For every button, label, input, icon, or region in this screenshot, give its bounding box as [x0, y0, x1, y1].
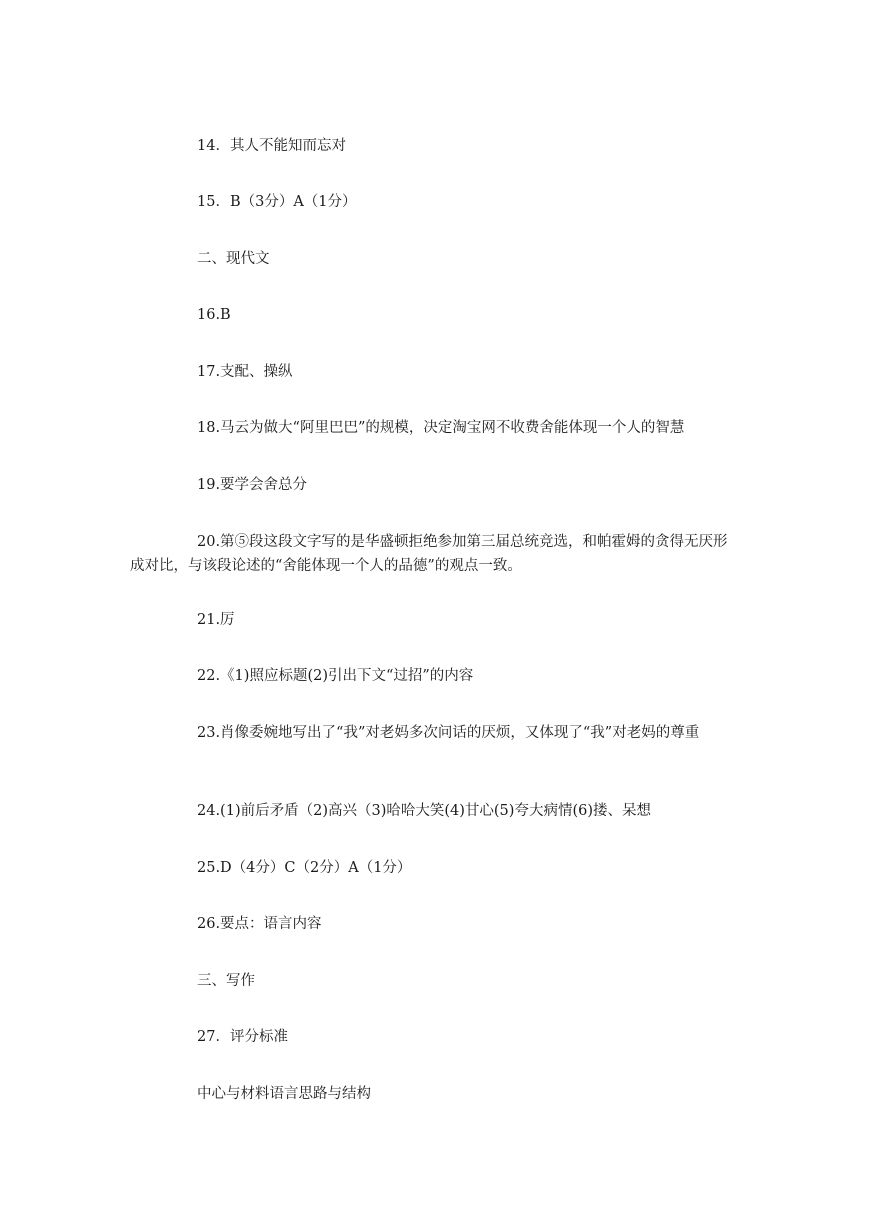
answer-15: 15．B（3分）A（1分） [197, 194, 357, 210]
scoring-criteria: 中心与材料语言思路与结构 [197, 1086, 371, 1102]
answer-19: 19.要学会舍总分 [197, 477, 308, 493]
section-heading-writing: 三、写作 [197, 973, 255, 989]
answer-23: 23.肖像委婉地写出了“我”对老妈多次问话的厌烦，又体现了“我”对老妈的尊重 [197, 725, 700, 741]
answer-20: 20.第⑤段这段文字写的是华盛顿拒绝参加第三届总统竞选，和帕霍姆的贪得无厌形成对比，与该段论述的“舍能体现一个人的品德”的观点一致。 [130, 534, 728, 574]
answer-18: 18.马云为做大“阿里巴巴”的规模，决定淘宝网不收费舍能体现一个人的智慧 [197, 420, 685, 436]
answer-24: 24.(1)前后矛盾（2)高兴（3)哈哈大笑(4)甘心(5)夸大病情(6)搂、呆想 [197, 803, 651, 819]
answer-22: 22.《1)照应标题(2)引出下文“过招”的内容 [197, 668, 474, 684]
answer-26: 26.要点：语言内容 [197, 916, 322, 932]
answer-16: 16.B [197, 307, 231, 323]
answer-17: 17.支配、操纵 [197, 364, 293, 380]
answer-27: 27．评分标准 [197, 1029, 288, 1045]
answer-14: 14．其人不能知而忘对 [197, 138, 346, 154]
answer-21: 21.厉 [197, 612, 235, 628]
answer-25: 25.D（4分）C（2分）A（1分） [197, 860, 412, 876]
section-heading-modern-text: 二、现代文 [197, 251, 270, 267]
